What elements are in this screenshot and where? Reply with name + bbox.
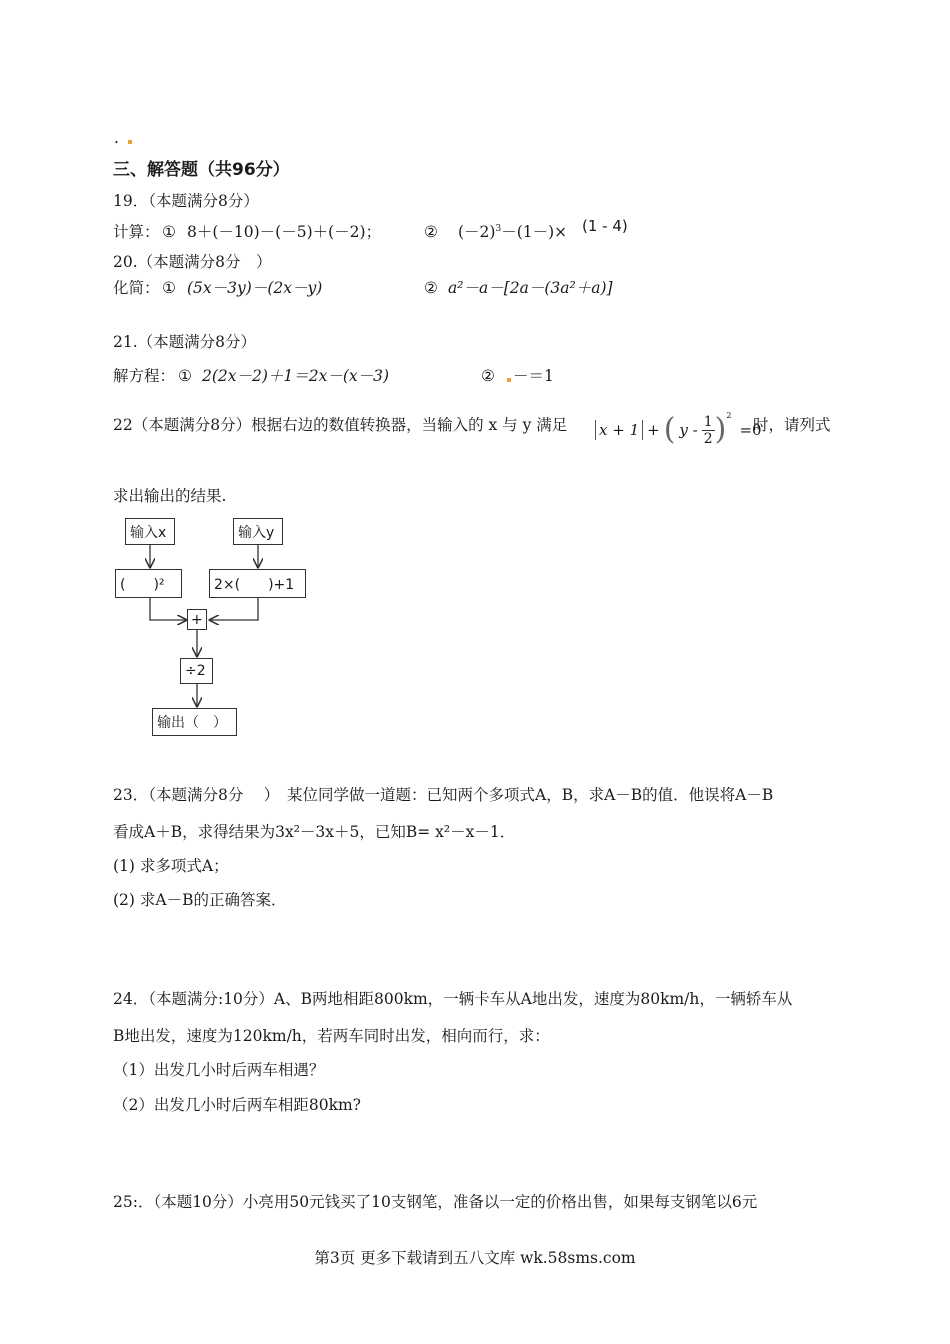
page-footer: 第3页 更多下载请到五八文库 wk.58sms.com (314, 1249, 636, 1267)
q20-prefix: 化简： (113, 279, 160, 297)
linear-box: 2×( )+1 (209, 569, 306, 598)
q19-header: 19．（本题满分8分） (113, 192, 259, 210)
divide-box: ÷2 (180, 658, 213, 684)
flowchart (112, 510, 312, 745)
q24-line2: B地出发，速度为120km/h，若两车同时出发，相向而行，求： (113, 1027, 550, 1045)
q22-formula-plus: + (647, 421, 660, 439)
q22-text-b: 时，请列式 (753, 416, 831, 434)
q22-text-c: 求出输出的结果. (113, 487, 227, 505)
q24-sub1: （1）出发几小时后两车相遇？ (113, 1061, 325, 1079)
q21-item1-num: ① (178, 367, 192, 385)
section-title: 三、解答题（共96分） (113, 160, 290, 180)
q20-header: 20.（本题满分8分 ） (113, 253, 272, 271)
q22-formula-abs: x + 1 (595, 420, 643, 440)
q22-frac-num: 1 (703, 413, 713, 430)
square-box: ( )² (115, 569, 182, 598)
plus-box: + (187, 609, 207, 630)
q23-sub1: (1) 求多项式A； (113, 857, 229, 875)
q21-prefix: 解方程： (113, 367, 176, 385)
q22-formula-y: y - (679, 421, 698, 439)
q23-line2: 看成A＋B，求得结果为3x²－3x＋5，已知B= x²－x－1． (113, 823, 516, 841)
q23-line1: 23．（本题满分8分 ） 某位同学做一道题：已知两个多项式A，B，求A－B的值．他误将A－B (113, 786, 774, 804)
q21-item2-expr: －＝1 (513, 367, 554, 385)
q19-item2-num: ② (424, 223, 438, 241)
q22-formula: x + 1 + ( y - $\frac{1}{2}$ ) $^2$ =0 (595, 405, 762, 455)
q20-item1-expr: (5x－3y)－(2x－y) (187, 279, 323, 297)
q19-item2-expr (458, 222, 567, 242)
q22-paren-right: ) (714, 412, 727, 447)
q21-item1-expr: 2(2x－2)＋1＝2x－(x－3) (202, 367, 390, 385)
q22-fraction (702, 414, 715, 447)
q19-item1-expr: 8＋(－10)－(－5)＋(－2)； (187, 223, 382, 241)
q19-item1-num: ① (162, 223, 176, 241)
q22-frac-den: 2 (703, 430, 713, 447)
q20-item2-expr: a²－a－[2a－(3a²＋a)] (448, 279, 613, 297)
q22-formula-eq: =0 (739, 421, 762, 439)
q24-sub2: （2）出发几小时后两车相距80km? (113, 1096, 361, 1114)
q23-sub2: (2) 求A－B的正确答案． (113, 891, 287, 909)
orange-dot-2 (507, 378, 511, 382)
q25-line1: 25:．（本题10分）小亮用50元钱买了10支钢笔，准备以一定的价格出售，如果每支钢笔以6元 (113, 1193, 758, 1211)
input-x-box: 输入x (125, 518, 175, 545)
q22-text-a: 22（本题满分8分）根据右边的数值转换器，当输入的 x 与 y 满足 (113, 416, 568, 434)
orange-dot (128, 140, 132, 144)
q21-header: 21.（本题满分8分） (113, 333, 257, 351)
top-mark: . (114, 129, 119, 147)
q24-line1: 24．（本题满分:10分）A、B两地相距800km，一辆卡车从A地出发，速度为80km/h，一辆轿车从 (113, 990, 793, 1008)
q19-item2-b: －(1－)× (501, 223, 568, 241)
q22-paren-left: ( (663, 412, 676, 447)
q19-prefix: 计算： (113, 223, 160, 241)
output-box: 输出（ ） (152, 708, 237, 736)
q20-item1-num: ① (162, 279, 176, 297)
q19-item2-exp: 3 (495, 223, 502, 234)
q19-item2-c: (1 - 4) (582, 217, 628, 235)
q19-item2-a: (－2) (458, 223, 496, 241)
q20-item2-num: ② (424, 279, 438, 297)
q21-item2-num: ② (481, 367, 495, 385)
input-y-box: 输入y (233, 518, 283, 545)
